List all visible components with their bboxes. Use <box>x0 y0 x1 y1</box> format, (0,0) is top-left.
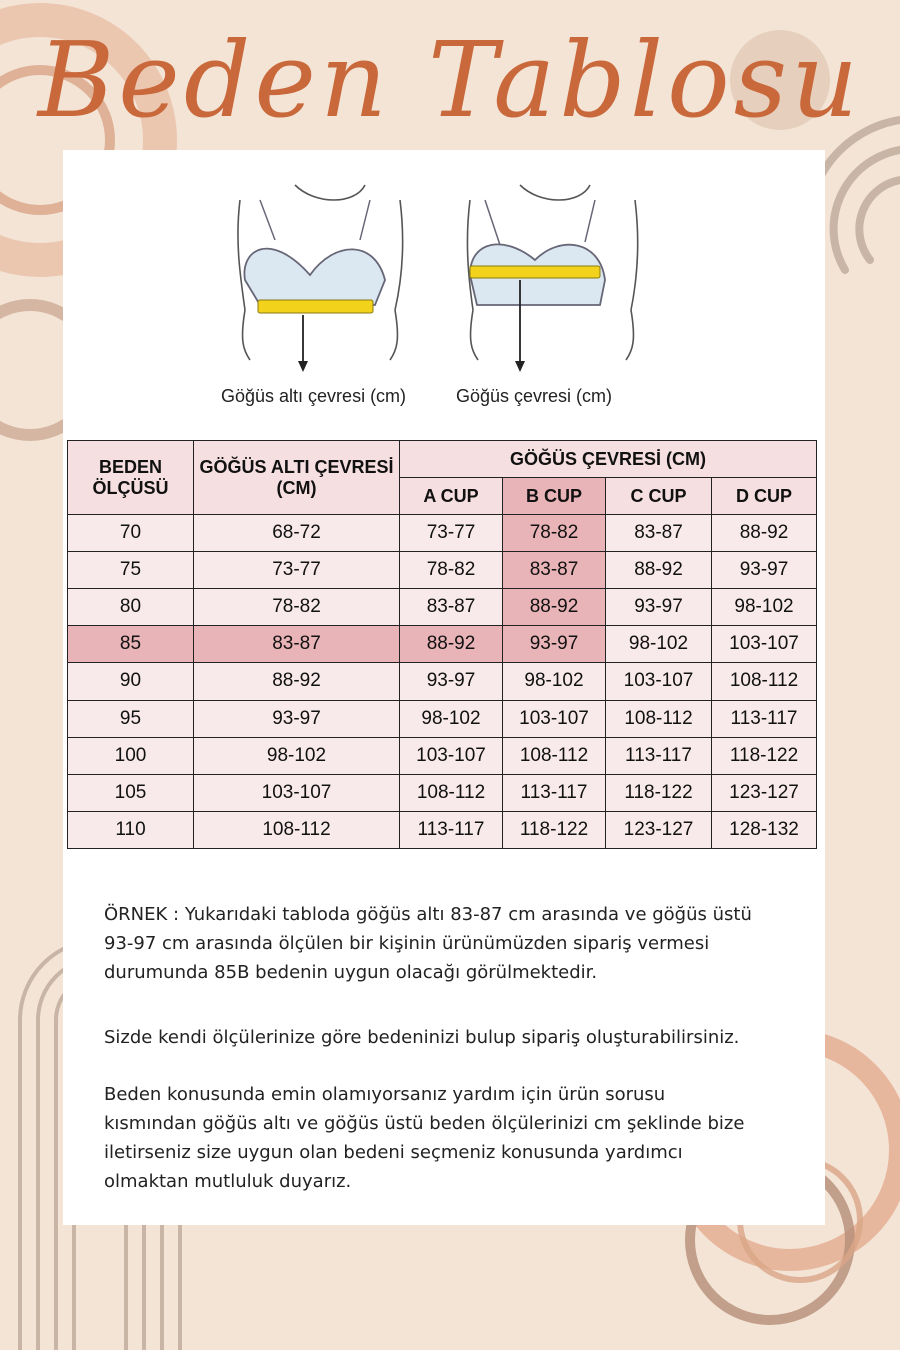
cell-cup-d: 98-102 <box>712 589 817 626</box>
cell-size: 85 <box>68 626 194 663</box>
cell-cup-a: 108-112 <box>400 774 503 811</box>
cell-cup-a: 78-82 <box>400 552 503 589</box>
cell-underbust: 68-72 <box>194 515 400 552</box>
cell-underbust: 83-87 <box>194 626 400 663</box>
table-row <box>68 700 817 737</box>
cell-cup-a: 88-92 <box>400 626 503 663</box>
cell-underbust: 78-82 <box>194 589 400 626</box>
cell-size: 100 <box>68 737 194 774</box>
table-row <box>68 663 817 700</box>
cell-cup-c: 98-102 <box>606 626 712 663</box>
cell-cup-c: 83-87 <box>606 515 712 552</box>
cell-cup-b: 93-97 <box>503 626 606 663</box>
cell-underbust: 88-92 <box>194 663 400 700</box>
cell-size: 110 <box>68 811 194 848</box>
cell-cup-b: 78-82 <box>503 515 606 552</box>
table-row <box>68 811 817 848</box>
bust-caption: Göğüs çevresi (cm) <box>456 386 613 406</box>
header-cup-b: B CUP <box>503 478 606 515</box>
table-row <box>68 589 817 626</box>
cell-cup-a: 98-102 <box>400 700 503 737</box>
help-paragraph: Beden konusunda emin olamıyorsanız yardım için ürün sorusu kısmından göğüs altı ve göğüs üstü beden ölçülerinizi cm şeklinde bize iletirseniz size uygun olan bedeni seçmeniz konusunda yardımcı olmaktan mutluluk duyarız. <box>104 1084 745 1192</box>
cell-cup-b: 103-107 <box>503 700 606 737</box>
cell-cup-d: 88-92 <box>712 515 817 552</box>
cell-size: 95 <box>68 700 194 737</box>
cell-cup-c: 88-92 <box>606 552 712 589</box>
cell-cup-c: 93-97 <box>606 589 712 626</box>
cell-size: 105 <box>68 774 194 811</box>
table-row <box>68 737 817 774</box>
table-row <box>68 515 817 552</box>
cell-cup-a: 113-117 <box>400 811 503 848</box>
cell-cup-b: 98-102 <box>503 663 606 700</box>
cell-cup-d: 113-117 <box>712 700 817 737</box>
table-row <box>68 552 817 589</box>
header-cup-d: D CUP <box>712 478 817 515</box>
header-underbust: GÖĞÜS ALTI ÇEVRESİ (CM) <box>194 441 400 515</box>
cell-cup-c: 118-122 <box>606 774 712 811</box>
header-bust-group: GÖĞÜS ÇEVRESİ (CM) <box>400 441 817 478</box>
cell-cup-d: 128-132 <box>712 811 817 848</box>
cell-cup-d: 108-112 <box>712 663 817 700</box>
underbust-caption: Göğüs altı çevresi (cm) <box>221 386 407 406</box>
header-size: BEDEN ÖLÇÜSÜ <box>68 441 194 515</box>
cell-cup-c: 103-107 <box>606 663 712 700</box>
cell-size: 75 <box>68 552 194 589</box>
cell-cup-d: 103-107 <box>712 626 817 663</box>
measurement-illustration <box>215 180 655 420</box>
cell-cup-c: 113-117 <box>606 737 712 774</box>
header-cup-a: A CUP <box>400 478 503 515</box>
cell-underbust: 73-77 <box>194 552 400 589</box>
cell-cup-a: 83-87 <box>400 589 503 626</box>
cell-underbust: 93-97 <box>194 700 400 737</box>
cell-cup-b: 88-92 <box>503 589 606 626</box>
table-row <box>68 774 817 811</box>
cell-cup-c: 123-127 <box>606 811 712 848</box>
cell-size: 90 <box>68 663 194 700</box>
cell-cup-a: 103-107 <box>400 737 503 774</box>
cell-cup-b: 118-122 <box>503 811 606 848</box>
cell-cup-b: 113-117 <box>503 774 606 811</box>
cell-cup-a: 93-97 <box>400 663 503 700</box>
cell-cup-b: 83-87 <box>503 552 606 589</box>
cell-underbust: 98-102 <box>194 737 400 774</box>
example-paragraph: ÖRNEK : Yukarıdaki tabloda göğüs altı 83-87 cm arasında ve göğüs üstü 93-97 cm arasında ölçülen bir kişinin ürünümüzden sipariş vermesi durumunda 85B bedenin uygun olacağı görülmektedir. <box>104 904 752 983</box>
table-row <box>68 626 817 663</box>
page-title: Beden Tablosu <box>37 19 863 141</box>
cell-cup-c: 108-112 <box>606 700 712 737</box>
size-table <box>67 440 817 849</box>
cell-cup-a: 73-77 <box>400 515 503 552</box>
cell-cup-b: 108-112 <box>503 737 606 774</box>
self-fit-paragraph: Sizde kendi ölçülerinize göre bedeninizi bulup sipariş oluşturabilirsiniz. <box>104 1027 740 1048</box>
cell-cup-d: 118-122 <box>712 737 817 774</box>
cell-underbust: 103-107 <box>194 774 400 811</box>
header-cup-c: C CUP <box>606 478 712 515</box>
cell-cup-d: 123-127 <box>712 774 817 811</box>
cell-size: 80 <box>68 589 194 626</box>
cell-cup-d: 93-97 <box>712 552 817 589</box>
cell-size: 70 <box>68 515 194 552</box>
cell-underbust: 108-112 <box>194 811 400 848</box>
